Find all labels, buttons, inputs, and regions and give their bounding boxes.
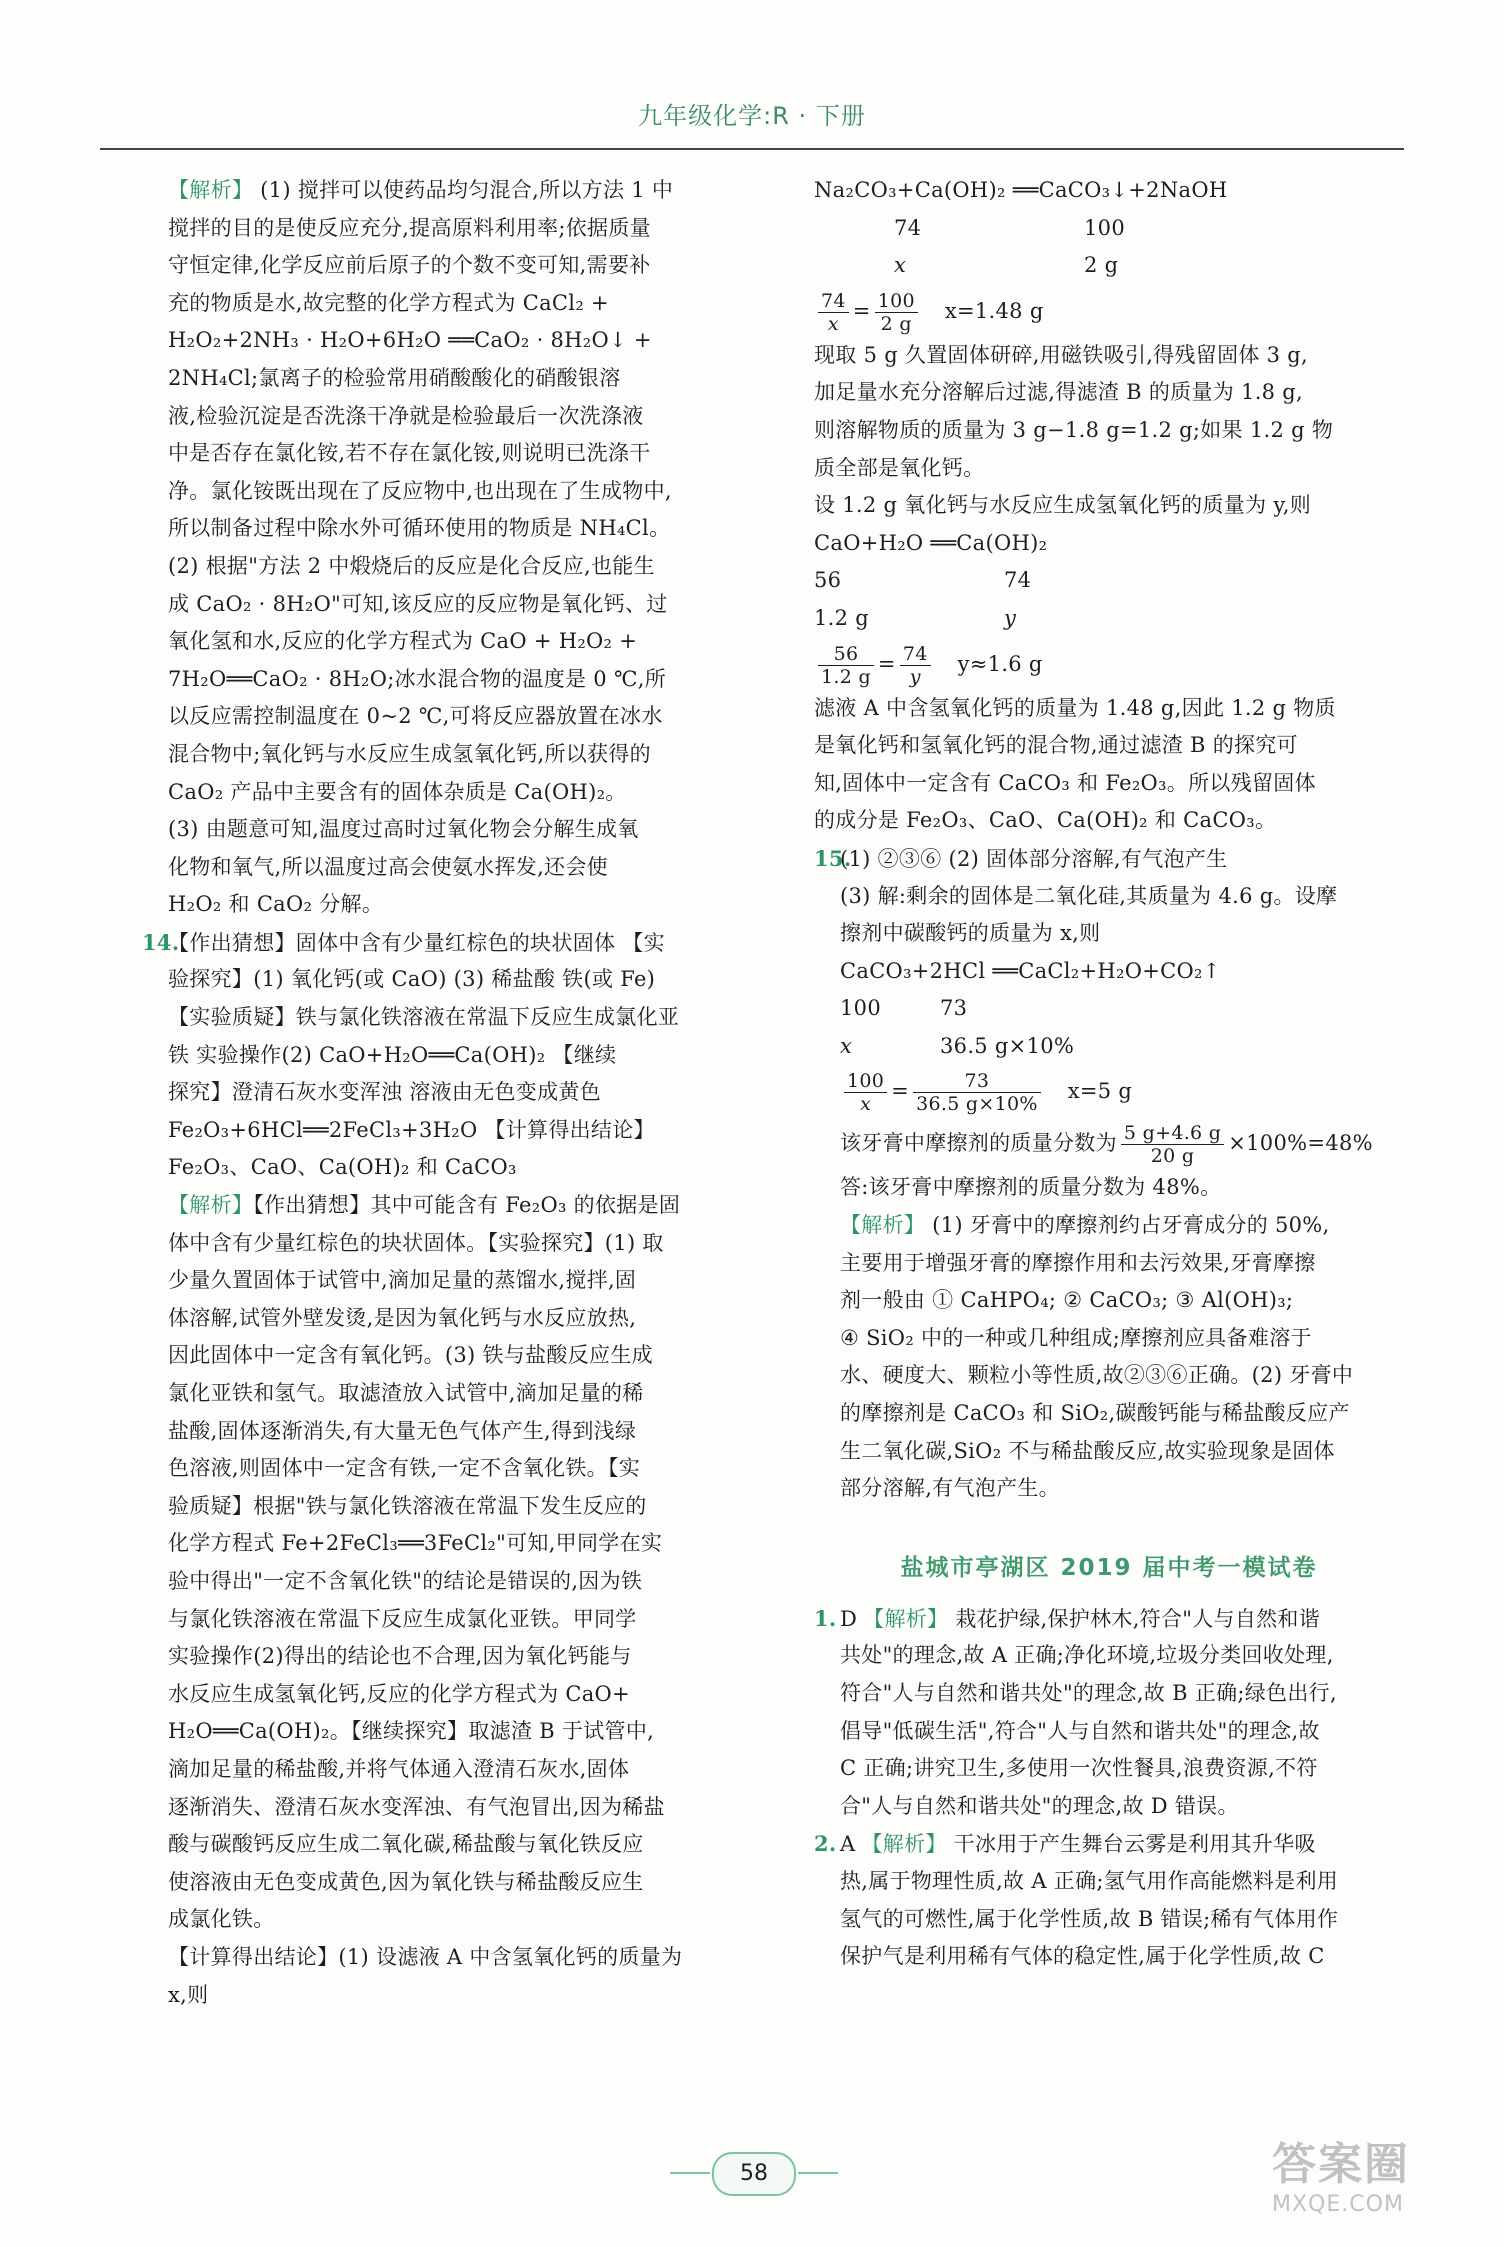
text-line [840,1470,1404,1508]
text-line [142,247,722,285]
spacer [814,1508,1404,1536]
line-text: 倡导"低碳生活",符合"人与自然和谐共处"的理念,故 [840,1718,1320,1743]
watermark-text: 答案圈 [1272,2139,1410,2190]
line-text: C 正确;讲究卫生,多使用一次性餐具,浪费资源,不符 [840,1756,1318,1781]
var-value: 36.5 g×10% [940,1033,1075,1058]
line-text: 栽花护绿,保护林木,符合"人与自然和谐 [948,1606,1321,1631]
line-text: 的摩擦剂是 CaCO₃ 和 SiO₂,碳酸钙能与稀盐酸反应产 [840,1401,1350,1426]
line-text: 7H₂O══CaO₂ · 8H₂O;冰水混合物的温度是 0 ℃,所 [168,666,667,691]
right-column [814,172,1404,2132]
text-line [840,1637,1404,1675]
var-value: 2 g [1084,253,1119,278]
line-text: 共处"的理念,故 A 正确;净化环境,垃圾分类回收处理, [840,1643,1334,1668]
line-text: H₂O₂ 和 CaO₂ 分解。 [168,892,384,917]
text-line [142,1563,722,1601]
answer-letter: D [840,1606,858,1631]
line-text: 使溶液由无色变成黄色,因为氧化铁与稀盐酸反应生 [168,1869,644,1894]
question-number: 14. [142,929,180,955]
text-line [840,1245,1404,1283]
line-text: 净。氯化铵既出现在了反应物中,也出现在了生成物中, [168,478,672,503]
equation-3-masses [814,990,1404,1028]
line-text: 【计算得出结论】(1) 设滤液 A 中含氢氧化钙的质量为 [168,1944,683,1969]
fraction-line-2: $\frac{56}{1.2 g}$ = $\frac{74}{y}$ y≈1.6 g [814,638,1404,690]
text-line [142,1864,722,1902]
fraction: $\frac{100}{2 g}$ [875,290,918,335]
watermark-url: MXQE.COM [1272,2192,1404,2217]
line-text: 水反应生成氢氧化钙,反应的化学方程式为 CaO+ [168,1681,630,1706]
text-line: 则溶解物质的质量为 3 g−1.8 g=1.2 g;如果 1.2 g 物 [814,417,1334,442]
q15-line: 擦剂中碳酸钙的质量为 x,则 [840,921,1101,946]
text-line [142,210,722,248]
header-title: 九年级化学:R · 下册 [638,102,866,130]
text-line [840,1713,1404,1751]
line-text: 因此固体中一定含有氧化钙。(3) 铁与盐酸反应生成 [168,1343,653,1368]
line-text: 成氯化铁。 [168,1907,275,1932]
text-line [142,811,722,849]
text-line [142,1789,722,1827]
line-text: (3) 由题意可知,温度过高时过氧化物会分解生成氧 [168,817,639,842]
text-line [142,623,722,661]
line-text: Fe₂O₃、CaO、Ca(OH)₂ 和 CaCO₃ [168,1155,517,1180]
line-text: 滴加足量的稀盐酸,并将气体通入澄清石灰水,固体 [168,1756,630,1781]
equation-2: CaO+H₂O ══Ca(OH)₂ [814,530,1048,555]
q15-analysis [814,1207,1404,1508]
text-line [142,1713,722,1751]
mass-value: 74 [1004,568,1032,593]
text-line [142,548,722,586]
fraction-result: y≈1.6 g [957,651,1043,676]
q15-line: (3) 解:剩余的固体是二氧化硅,其质量为 4.6 g。设摩 [840,883,1338,908]
line-text: 探究】澄清石灰水变浑浊 溶液由无色变成黄色 [168,1080,601,1105]
line-text: 氧化氢和水,反应的化学方程式为 CaO + H₂O₂ + [168,629,638,654]
text-line [840,1750,1404,1788]
line-text: x,则 [168,1982,209,2007]
line-text: 成 CaO₂ · 8H₂O"可知,该反应的反应物是氧化钙、过 [168,591,668,616]
section-title: 盐城市亭湖区 2019 届中考一模试卷 [900,1554,1318,1581]
question-15 [814,840,1404,878]
text-line [840,1901,1404,1939]
text-line [142,1037,722,1075]
line-text: 少量久置固体于试管中,滴加足量的蒸馏水,搅拌,固 [168,1268,637,1293]
question-2 [814,1825,1404,1975]
text-line [142,1450,722,1488]
text-line [142,1901,722,1939]
line-text: 化学方程式 Fe+2FeCl₃══3FeCl₂"可知,甲同学在实 [168,1531,663,1556]
equation-3-vars [814,1028,1404,1066]
text-line [142,398,722,436]
text-line [142,1939,722,1977]
line-text: 氯化亚铁和氢气。取滤渣放入试管中,滴加足量的稀 [168,1381,644,1405]
text-line: 质全部是氧化钙。 [814,455,985,480]
paragraph-1 [814,337,1404,525]
fraction-line-4 [814,1117,1404,1169]
text-line [142,435,722,473]
text-line [142,1225,722,1263]
text-line [142,1413,722,1451]
line-text: 搅拌的目的是使反应充分,提高原料利用率;依据质量 [168,215,651,240]
text-line [142,774,722,812]
analysis-tag: 【解析】 [168,1193,254,1218]
text-line [142,1300,722,1338]
left-column [142,172,722,2132]
equation-1-vars [814,247,1404,285]
fraction-result: x=1.48 g [944,298,1044,323]
line-text: 2NH₄Cl;氯离子的检验常用硝酸酸化的硝酸银溶 [168,365,621,390]
analysis-tag: 【解析】 [168,178,254,202]
text-line [840,1675,1404,1713]
line-text: 酸与碳酸钙反应生成二氧化碳,稀盐酸与氧化铁反应 [168,1832,644,1857]
text-line [142,285,722,323]
line-text: 水、硬度大、颗粒小等性质,故②③⑥正确。(2) 牙膏中 [840,1363,1354,1388]
text-line [840,1788,1404,1826]
text-line [840,1395,1404,1433]
text-line [142,849,722,887]
line-text: (1) 搅拌可以使药品均匀混合,所以方法 1 中 [253,178,674,202]
text-line [840,1357,1404,1395]
text-line [142,1187,722,1225]
mass-value: 100 [1084,215,1125,240]
line-text: H₂O₂+2NH₃ · H₂O+6H₂O ══CaO₂ · 8H₂O↓ + [168,328,652,353]
line-text: 验质疑】根据"铁与氯化铁溶液在常温下发生反应的 [168,1493,647,1518]
text-line [142,510,722,548]
line-text: 逐渐消失、澄清石灰水变浑浊、有气泡冒出,因为稀盐 [168,1794,665,1819]
line-text: 生二氧化碳,SiO₂ 不与稀盐酸反应,故实验现象是固体 [840,1438,1335,1463]
text-line [840,1433,1404,1471]
var-value: 1.2 g [814,605,870,630]
text-line [142,1112,722,1150]
text-line: 是氧化钙和氢氧化钙的混合物,通过滤渣 B 的探究可 [814,733,1298,758]
line-text: H₂O══Ca(OH)₂。【继续探究】取滤渣 B 于试管中, [168,1719,655,1744]
text-line: 滤液 A 中含氢氧化钙的质量为 1.48 g,因此 1.2 g 物质 [814,695,1336,720]
line-text: 中是否存在氯化铵,若不存在氯化铵,则说明已洗涤干 [168,441,651,466]
fraction: $\frac{74}{y}$ [900,643,931,688]
line-text: (1) 牙膏中的摩擦剂约占牙膏成分的 50%, [925,1213,1330,1238]
line-text: 盐酸,固体逐渐消失,有大量无色气体产生,得到浅绿 [168,1418,637,1443]
line-text: 实验操作(2)得出的结论也不合理,因为氧化钙能与 [168,1644,632,1669]
text-line [142,661,722,699]
fraction: $\frac{74}{x}$ [818,290,849,335]
text-line [142,1375,722,1413]
question-1 [814,1600,1404,1826]
text-line [840,1282,1404,1320]
line-text: CaO₂ 产品中主要含有的固体杂质是 Ca(OH)₂。 [168,779,627,804]
fraction-prefix: 该牙膏中摩擦剂的质量分数为 [840,1131,1117,1156]
line-text: 液,检验沉淀是否洗涤干净就是检验最后一次洗涤液 [168,403,644,428]
analysis-tag: 【解析】 [840,1213,926,1238]
text-line [142,1337,722,1375]
line-text: 混合物中;氧化钙与水反应生成氢氧化钙,所以获得的 [168,741,651,766]
text-line [142,886,722,924]
line-text: 以反应需控制温度在 0~2 ℃,可将反应器放置在冰水 [168,704,663,729]
watermark-logo [1272,2128,1472,2228]
text-line [142,1826,722,1864]
line-text: 与氯化铁溶液在常温下反应生成氯化亚铁。甲同学 [168,1606,637,1631]
text-line: 加足量水充分溶解后过滤,得滤渣 B 的质量为 1.8 g, [814,380,1304,405]
text-line: 的成分是 Fe₂O₃、CaO、Ca(OH)₂ 和 CaCO₃。 [814,808,1277,833]
fraction-line-1: $\frac{74}{x}$ = $\frac{100}{2 g}$ x=1.48 g [814,285,1404,337]
page-number: 58 [712,2152,796,2196]
text-line [142,1262,722,1300]
line-text: 体溶解,试管外壁发烫,是因为氧化钙与水反应放热, [168,1305,637,1330]
text-line [840,1938,1404,1976]
fraction-result: x=5 g [1067,1079,1133,1104]
var-value: y [1004,605,1017,630]
line-text: 铁 实验操作(2) CaO+H₂O══Ca(OH)₂ 【继续 [168,1042,617,1067]
fraction: $\frac{56}{1.2 g}$ [818,643,874,688]
text-line [142,1751,722,1789]
line-text: 部分溶解,有气泡产生。 [840,1476,1060,1501]
fraction-suffix: ×100%=48% [1228,1131,1373,1156]
text-line [142,924,722,962]
analysis-tag: 【解析】 [863,1606,949,1631]
text-line [142,172,722,210]
analysis-tag: 【解析】 [861,1832,947,1857]
line-text: 体中含有少量红棕色的块状固体。【实验探究】(1) 取 [168,1230,664,1255]
fraction: $\frac{5 g+4.6 g}{20 g}$ [1121,1122,1224,1167]
line-text: 验中得出"一定不含氧化铁"的结论是错误的,因为铁 [168,1568,643,1593]
fraction: $\frac{100}{x}$ [844,1070,887,1115]
text-line [142,1525,722,1563]
fraction-line-3: $\frac{100}{x}$ = $\frac{73}{36.5 g\times 10\%}$ x=5 g [814,1065,1404,1117]
line-text: (2) 根据"方法 2 中煅烧后的反应是化合反应,也能生 [168,553,655,578]
line-text: 【作出猜想】其中可能含有 Fe₂O₃ 的依据是固 [253,1193,681,1218]
text-line [814,1600,1404,1638]
text-line [840,1320,1404,1358]
line-text: 所以制备过程中除水外可循环使用的物质是 NH₄Cl。 [168,516,671,541]
line-text: Fe₂O₃+6HCl══2FeCl₃+3H₂O 【计算得出结论】 [168,1117,655,1142]
line-text: 保护气是利用稀有气体的稳定性,属于化学性质,故 C [840,1944,1325,1969]
text-line [142,586,722,624]
line-text: 充的物质是水,故完整的化学方程式为 CaCl₂ + [168,290,609,315]
var-value: x [894,253,907,278]
text-line: 知,固体中一定含有 CaCO₃ 和 Fe₂O₃。所以残留固体 [814,770,1316,795]
text-line: 现取 5 g 久置固体研碎,用磁铁吸引,得残留固体 3 g, [814,342,1309,367]
line-text: 氢气的可燃性,属于化学性质,故 B 错误;稀有气体用作 [840,1906,1339,1931]
paragraph-2 [814,690,1404,840]
text-line [142,1488,722,1526]
text-line [840,1863,1404,1901]
question-number: 1. [814,1605,837,1631]
line-text: 热,属于物理性质,故 A 正确;氢气用作高能燃料是利用 [840,1868,1339,1893]
text-line [814,1825,1404,1863]
text-line: 设 1.2 g 氧化钙与水反应生成氢氧化钙的质量为 y,则 [814,493,1311,518]
line-text: 【实验质疑】铁与氯化铁溶液在常温下反应生成氯化亚 [168,1005,680,1030]
q15-text: (1) ②③⑥ (2) 固体部分溶解,有气泡产生 [840,846,1228,871]
text-line [142,1676,722,1714]
text-line [142,1074,722,1112]
question-number: 2. [814,1831,837,1857]
text-line [840,1207,1404,1245]
question-number: 15. [814,845,852,871]
text-line [142,322,722,360]
mass-value: 100 [840,996,881,1021]
mass-value: 56 [814,568,842,593]
line-text: 主要用于增强牙膏的摩擦作用和去污效果,牙膏摩擦 [840,1250,1316,1275]
line-text: 符合"人与自然和谐共处"的理念,故 B 正确;绿色出行, [840,1681,1337,1705]
line-text: 化物和氧气,所以温度过高会使氨水挥发,还会使 [168,854,608,879]
text-line [142,736,722,774]
equation-1-masses [814,210,1404,248]
var-value: x [840,1033,853,1058]
mass-value: 74 [894,215,922,240]
answer-letter: A [840,1832,856,1857]
text-line [142,999,722,1037]
line-text: 守恒定律,化学反应前后原子的个数不变可知,需要补 [168,253,651,278]
line-text: 色溶液,则固体中一定含有铁,一定不含氧化铁。【实 [168,1456,641,1481]
equation-3: CaCO₃+2HCl ══CaCl₂+H₂O+CO₂↑ [840,958,1221,983]
text-line [142,961,722,999]
equation-2-masses [814,562,1404,600]
text-line [142,1149,722,1187]
page-header [100,0,1404,150]
line-text: 验探究】(1) 氧化钙(或 CaO) (3) 稀盐酸 铁(或 Fe) [168,967,656,992]
line-text: 干冰用于产生舞台云雾是利用其升华吸 [946,1832,1316,1857]
line-text: 剂一般由 ① CaHPO₄; ② CaCO₃; ③ Al(OH)₃; [840,1288,1294,1313]
equation-1: Na₂CO₃+Ca(OH)₂ ══CaCO₃↓+2NaOH [814,178,1228,202]
line-text: 【作出猜想】固体中含有少量红棕色的块状固体 【实 [168,930,665,955]
text-line [142,360,722,398]
text-line [142,473,722,511]
mass-value: 73 [940,996,968,1021]
text-line [142,1977,722,2015]
fraction: $\frac{73}{36.5 g\times 10\%}$ [913,1070,1041,1115]
answer-line: 答:该牙膏中摩擦剂的质量分数为 48%。 [840,1175,1222,1200]
line-text: ④ SiO₂ 中的一种或几种组成;摩擦剂应具备难溶于 [840,1325,1312,1350]
equation-2-vars [814,600,1404,638]
text-line [142,1601,722,1639]
line-text: 合"人与自然和谐共处"的理念,故 D 错误。 [840,1793,1239,1818]
text-line [142,1638,722,1676]
text-line [142,698,722,736]
